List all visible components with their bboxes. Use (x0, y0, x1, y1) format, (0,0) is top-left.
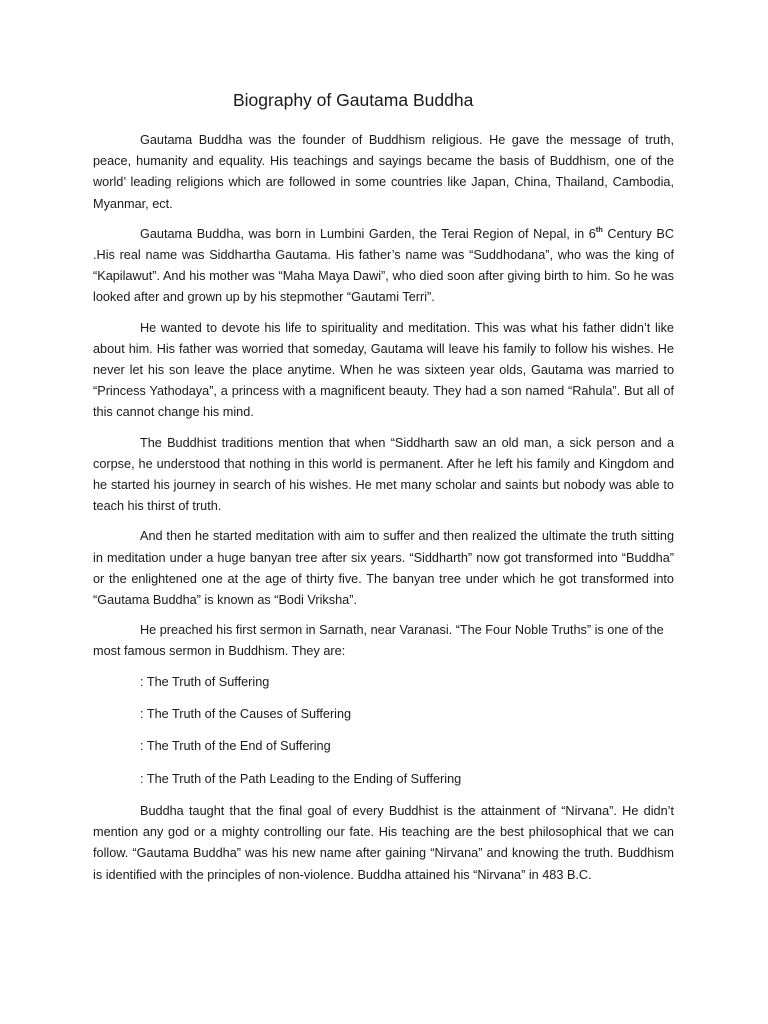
document-body (93, 86, 674, 895)
paragraph-birth (93, 224, 674, 309)
document-title: Biography of Gautama Buddha (233, 90, 474, 110)
paragraph-birth-rest: Century BC .His real name was Siddhartha Gautama. His father’s name was “Suddhodana”, who was the king of “Kapilawut”. And his mother was “Maha Maya Dawi”, who died soon after giving birth to him. So he was looked after and grown up by his stepmother “Gautami Terri”. (93, 226, 674, 305)
list-item: : The Truth of the Path Leading to the Ending of Suffering (140, 771, 462, 786)
paragraph-enlightenment: And then he started meditation with aim to suffer and then realized the ultimate the truth sitting in meditation under a huge banyan tree after six years. “Siddharth” now got transformed into “Buddha” or the enlightened one at the age of thirty five. The banyan tree under which he got transformed into “Gautama Buddha” is known as “Bodi Vriksha”. (93, 529, 674, 608)
list-item: : The Truth of Suffering (140, 674, 270, 689)
paragraph-founder: Gautama Buddha was the founder of Buddhism religious. He gave the message of truth, peace, humanity and equality. His teachings and sayings became the basis of Buddhism, one of the world’ leading religions which are followed in some countries like Japan, China, Thailand, Cambodia, Myanmar, ect. (93, 133, 674, 211)
paragraph-traditions: The Buddhist traditions mention that when “Siddharth saw an old man, a sick person and a corpse, he understood that nothing in this world is permanent. After he left his family and Kingdom and he started his journey in search of his wishes. He met many scholar and saints but nobody was able to teach his thirst of truth. (93, 435, 674, 514)
ordinal-suffix: th (595, 224, 603, 234)
paragraph-nirvana: Buddha taught that the final goal of every Buddhist is the attainment of “Nirvana”. He didn’t mention any god or a mighty controlling our fate. His teaching are the best philosophical that we can follow. “Gautama Buddha” was his new name after gaining “Nirvana” and knowing the truth. Buddhism is identified with the principles of non-violence. Buddha attained his “Nirvana” in 483 B.C. (93, 804, 674, 882)
noble-truths-list (93, 672, 674, 790)
paragraph-sermon: He preached his first sermon in Sarnath, near Varanasi. “The Four Noble Truths” is one of the most famous sermon in Buddhism. They are: (93, 623, 664, 659)
paragraph-birth-start: Gautama Buddha, was born in Lumbini Garden, the Terai Region of Nepal, in 6 (140, 226, 596, 241)
list-item: : The Truth of the Causes of Suffering (140, 707, 352, 722)
list-item: : The Truth of the End of Suffering (140, 739, 331, 754)
paragraph-devotion: He wanted to devote his life to spirituality and meditation. This was what his father didn’t like about him. His father was worried that someday, Gautama will leave his family to follow his wishes. He never let his son leave the place anytime. When he was sixteen year olds, Gautama was married to “Princess Yathodaya”, a princess with a magnificent beauty. They had a son named “Rahula”. But all of this cannot change his mind. (93, 320, 674, 420)
